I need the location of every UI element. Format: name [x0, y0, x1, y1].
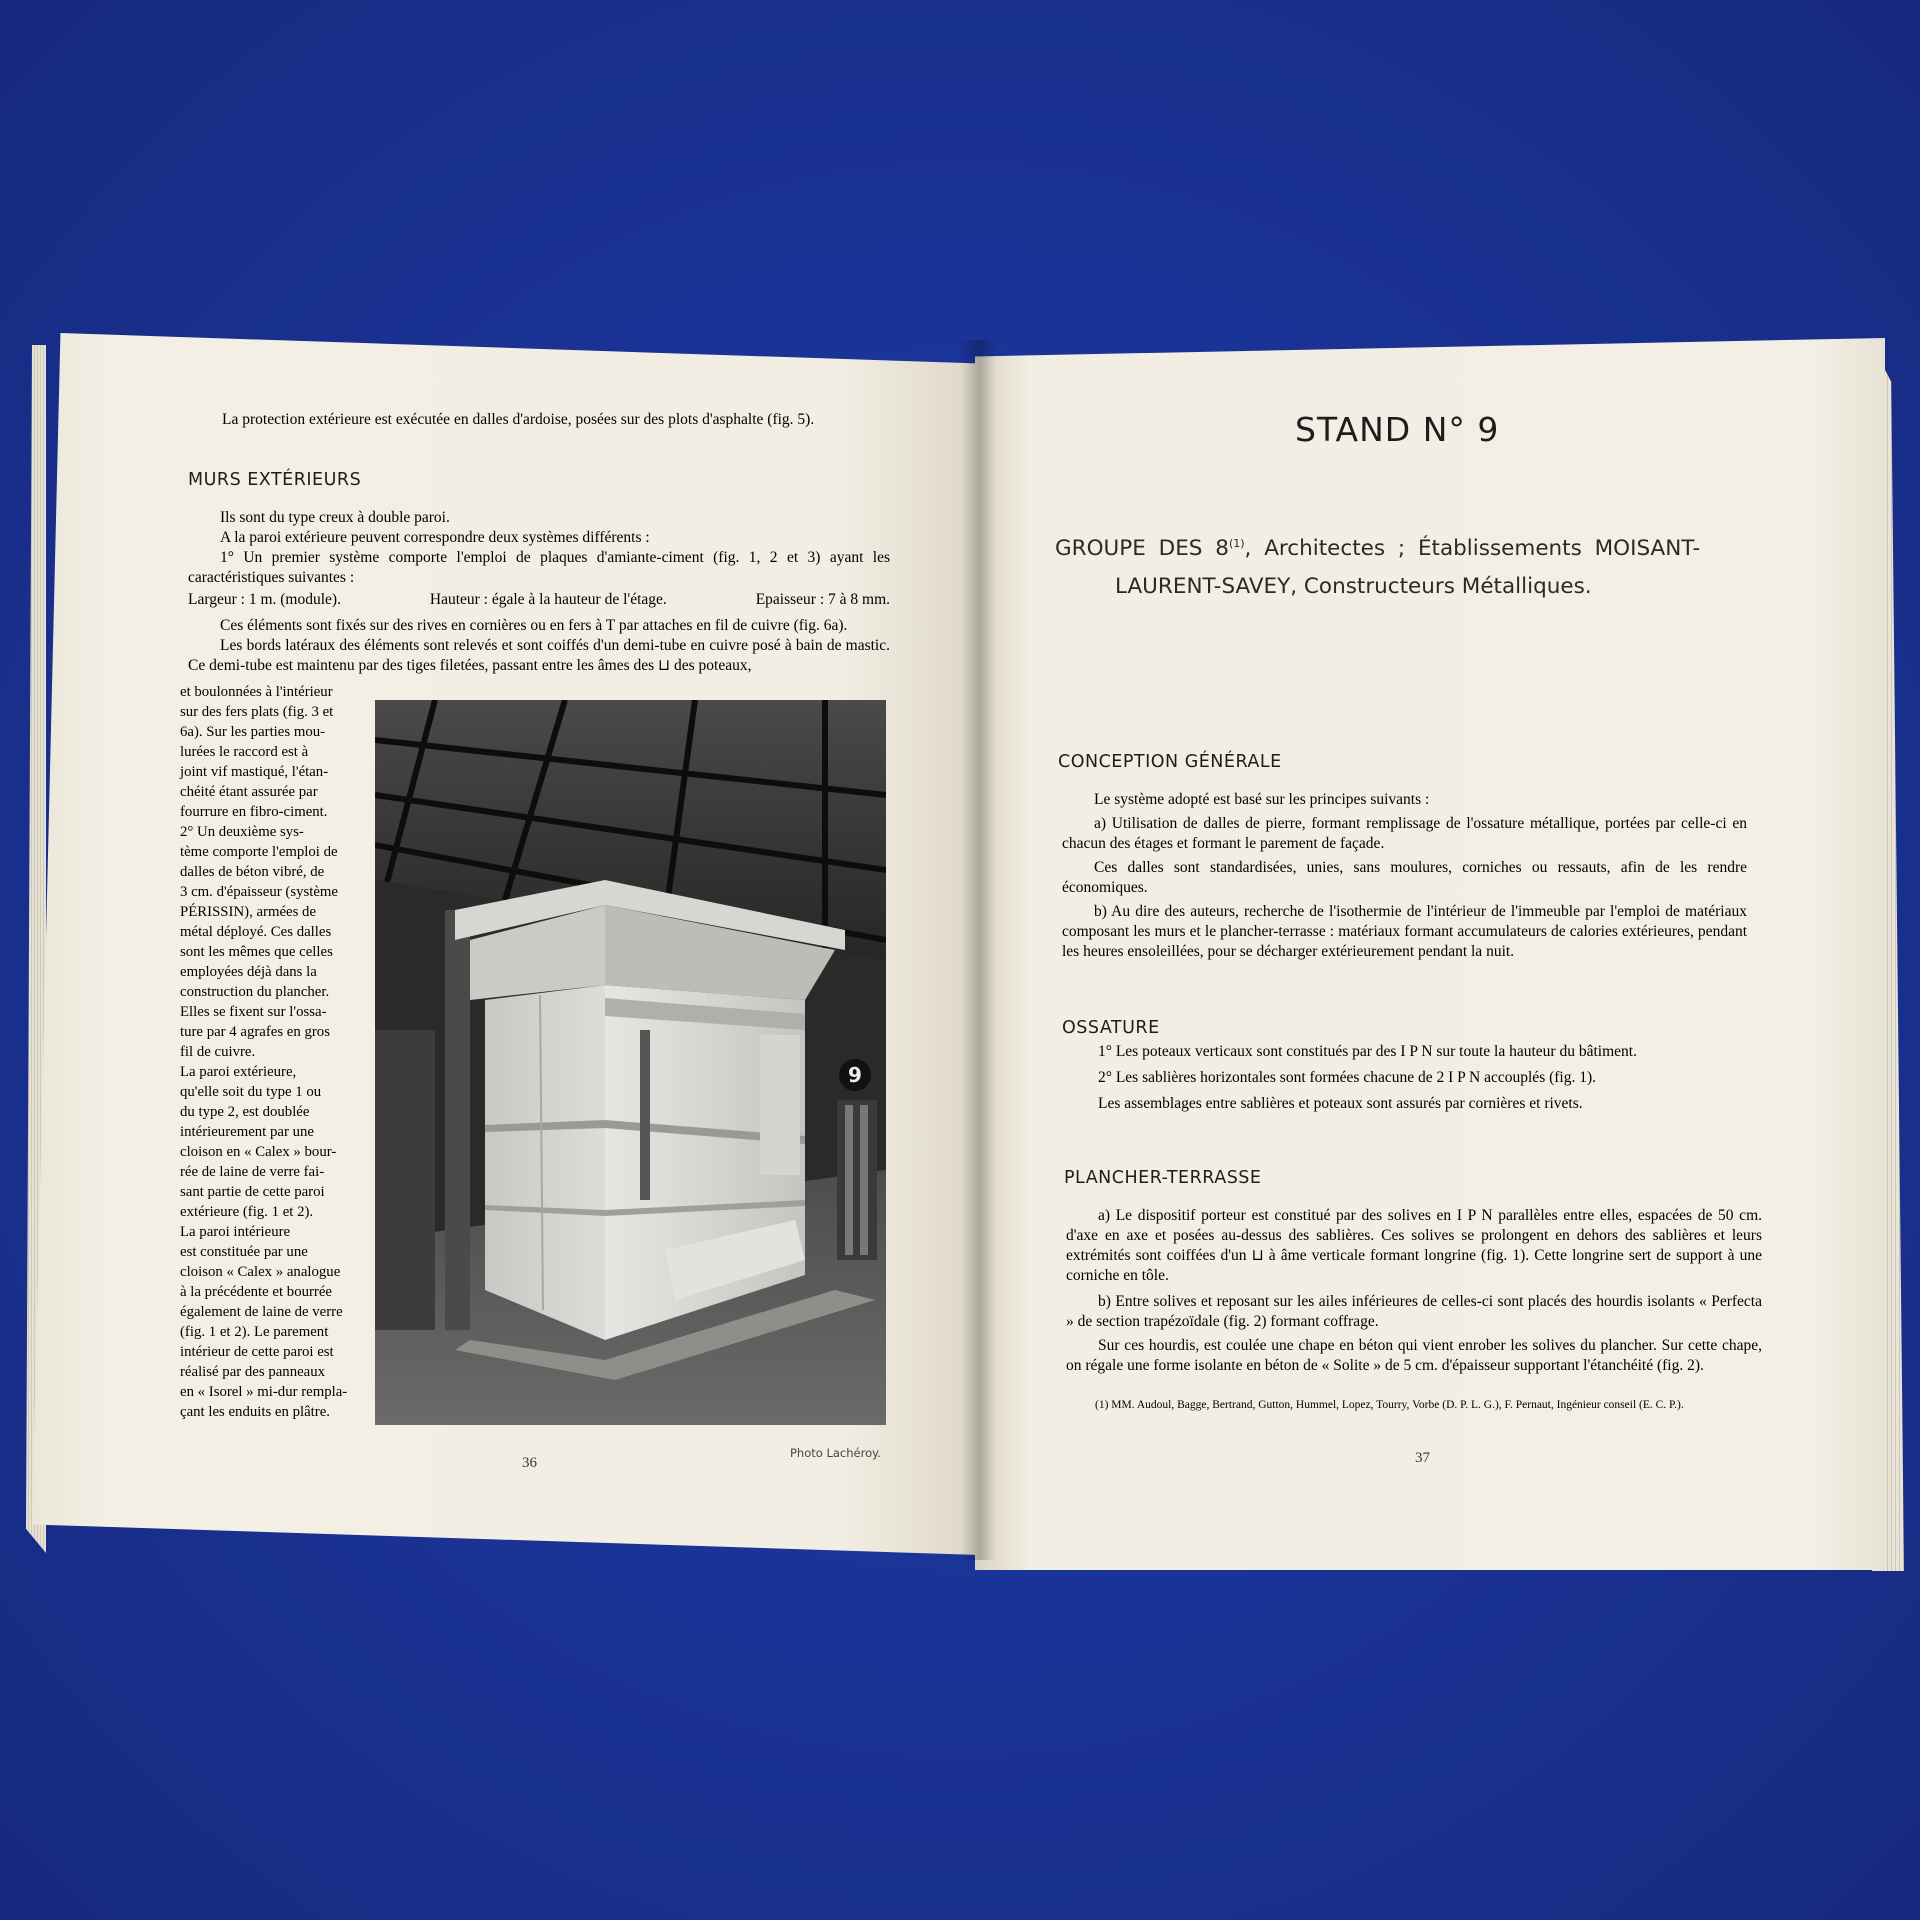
photo-sign-9: 9 — [848, 1063, 862, 1087]
dim-hauteur: Hauteur : égale à la hauteur de l'étage. — [429, 591, 667, 608]
heading-plancher-terrasse: PLANCHER-TERRASSE — [1064, 1168, 1262, 1188]
column-line: est constituée par une — [180, 1244, 308, 1260]
column-line: sont les mêmes que celles — [180, 944, 333, 960]
column-line: dalles de béton vibré, de — [180, 864, 325, 880]
left-page-number: 36 — [522, 1455, 537, 1471]
dim-largeur: Largeur : 1 m. (module). — [188, 591, 341, 608]
book-spine — [960, 340, 996, 1560]
column-line: extérieure (fig. 1 et 2). — [180, 1204, 314, 1220]
column-line: sur des fers plats (fig. 3 et — [180, 704, 334, 720]
plancher-p1: a) Le dispositif porteur est constitué par des solives en I P N parallèles entre elles, espacées de 50 cm. d'axe en axe et posées au-dessus des sablières. Ces solives se prolongent en dehors des sablières et leurs extrémités sont coiffées d'un ⊔ à âme verticale formant longrine (fig. 1). Cette longrine sert de support à une corniche en tôle. — [1066, 1207, 1762, 1284]
ossature-body — [1066, 1042, 1751, 1114]
column-line: également de laine de verre — [180, 1304, 343, 1320]
column-line: çant les enduits en plâtre. — [180, 1404, 330, 1420]
subtitle-rest: , Architectes ; Établissements MOISANT- — [1244, 536, 1701, 561]
column-line: PÉRISSIN), armées de — [180, 904, 317, 920]
column-line: qu'elle soit du type 1 ou — [180, 1084, 322, 1100]
column-line: 3 cm. d'épaisseur (système — [180, 884, 338, 900]
stand-title: STAND N° 9 — [1295, 410, 1500, 449]
column-line: réalisé par des panneaux — [180, 1364, 326, 1380]
column-line: fil de cuivre. — [180, 1044, 256, 1060]
column-line: du type 2, est doublée — [180, 1104, 310, 1120]
plancher-p3: Sur ces hourdis, est coulée une chape en béton qui vient enrober les solives du plancher. Sur cette chape, on régale une forme isolante en béton de « Solite » de 5 cm. d'épaisseur supportant l'étanchéité (fig. 2). — [1066, 1337, 1762, 1374]
right-page-number: 37 — [1415, 1450, 1430, 1466]
left-p5: Les bords latéraux des éléments sont relevés et sont coiffés d'un demi-tube en cuivre posé à bain de mastic. Ce demi-tube est maintenu par des tiges filetées, passant entre les âmes des ⊔ des poteaux, — [188, 637, 890, 674]
conception-p2: a) Utilisation de dalles de pierre, formant remplissage de l'ossature métallique, portées par celle-ci en chacun des étages et formant le parement de façade. — [1062, 815, 1747, 852]
column-line: intérieur de cette paroi est — [180, 1344, 334, 1360]
column-line: cloison « Calex » analogue — [180, 1264, 341, 1280]
left-body — [188, 508, 890, 676]
column-line: 2° Un deuxième sys- — [180, 824, 304, 840]
subtitle-footnote-ref: (1) — [1228, 536, 1245, 550]
conception-body — [1062, 790, 1747, 962]
column-line: et boulonnées à l'intérieur — [180, 684, 333, 700]
photo-credit: Photo Lachéroy. — [790, 1446, 881, 1460]
column-line: rée de laine de verre fai- — [180, 1164, 325, 1180]
column-line: cloison en « Calex » bour- — [180, 1144, 337, 1160]
column-line: (fig. 1 et 2). Le parement — [180, 1324, 329, 1340]
conception-p1: Le système adopté est basé sur les principes suivants : — [1094, 791, 1430, 808]
column-line: métal déployé. Ces dalles — [180, 924, 332, 940]
heading-murs-exterieurs: MURS EXTÉRIEURS — [188, 470, 362, 490]
column-line: chéité étant assurée par — [180, 784, 318, 800]
left-p2: A la paroi extérieure peuvent correspondre deux systèmes différents : — [220, 529, 650, 546]
conception-p4: b) Au dire des auteurs, recherche de l'isothermie de l'intérieur de l'immeuble par l'emploi de matériaux composant les murs et le plancher-terrasse : matériaux formant accumulateurs de calories extérieures, pendant les heures ensoleillées, pour se décharger extérieurement pendant la nuit. — [1062, 903, 1747, 960]
column-line: sant partie de cette paroi — [180, 1184, 325, 1200]
column-line: tème comporte l'emploi de — [180, 844, 338, 860]
ossature-p3: Les assemblages entre sablières et poteaux sont assurés par cornières et rivets. — [1098, 1095, 1583, 1112]
dimensions-row — [188, 590, 890, 610]
column-line: à la précédente et bourrée — [180, 1284, 332, 1300]
left-p1: Ils sont du type creux à double paroi. — [220, 509, 450, 526]
stand-photo — [375, 700, 886, 1425]
column-line: La paroi intérieure — [180, 1224, 291, 1240]
column-line: ture par 4 agrafes en gros — [180, 1024, 330, 1040]
ossature-p1: 1° Les poteaux verticaux sont constitués par des I P N sur toute la hauteur du bâtiment. — [1098, 1043, 1637, 1060]
left-p4: Ces éléments sont fixés sur des rives en cornières ou en fers à T par attaches en fil de cuivre (fig. 6a). — [220, 617, 848, 634]
dim-epaisseur: Epaisseur : 7 à 8 mm. — [755, 591, 890, 608]
heading-conception: CONCEPTION GÉNÉRALE — [1058, 752, 1282, 772]
heading-ossature: OSSATURE — [1062, 1018, 1160, 1038]
plancher-body — [1066, 1206, 1762, 1376]
column-line: intérieurement par une — [180, 1124, 314, 1140]
column-line: fourrure en fibro-ciment. — [180, 804, 328, 820]
subtitle-line-1 — [1055, 536, 1700, 561]
column-line: employées déjà dans la — [180, 964, 317, 980]
left-narrow-column — [180, 682, 365, 1422]
subtitle-group: GROUPE DES 8 — [1055, 536, 1229, 561]
plancher-p2: b) Entre solives et reposant sur les ailes inférieures de celles-ci sont placés des hourdis isolants « Perfecta » de section trapézoïdale (fig. 2) formant coffrage. — [1066, 1293, 1762, 1330]
conception-p3: Ces dalles sont standardisées, unies, sans moulures, corniches ou ressauts, afin de les rendre économiques. — [1062, 859, 1747, 896]
column-line: construction du plancher. — [180, 984, 330, 1000]
column-line: Elles se fixent sur l'ossa- — [180, 1004, 327, 1020]
subtitle-line-2: LAURENT-SAVEY, Constructeurs Métalliques. — [1115, 574, 1592, 599]
footnote: (1) MM. Audoul, Bagge, Bertrand, Gutton, Hummel, Lopez, Tourry, Vorbe (D. P. L. G.), F. Pernaut, Ingénieur conseil (E. C. P.). — [1095, 1399, 1684, 1411]
column-line: en « Isorel » mi-dur rempla- — [180, 1384, 348, 1400]
photo-illustration — [375, 700, 886, 1425]
column-line: 6a). Sur les parties mou- — [180, 724, 326, 740]
column-line: lurées le raccord est à — [180, 744, 309, 760]
column-line: La paroi extérieure, — [180, 1064, 297, 1080]
left-intro: La protection extérieure est exécutée en dalles d'ardoise, posées sur des plots d'asphalte (fig. 5). — [222, 411, 815, 428]
left-p3: 1° Un premier système comporte l'emploi de plaques d'amiante-ciment (fig. 1, 2 et 3) ayant les caractéristiques suivantes : — [188, 549, 890, 586]
column-line: joint vif mastiqué, l'étan- — [180, 764, 329, 780]
ossature-p2: 2° Les sablières horizontales sont formées chacune de 2 I P N accouplés (fig. 1). — [1098, 1069, 1597, 1086]
